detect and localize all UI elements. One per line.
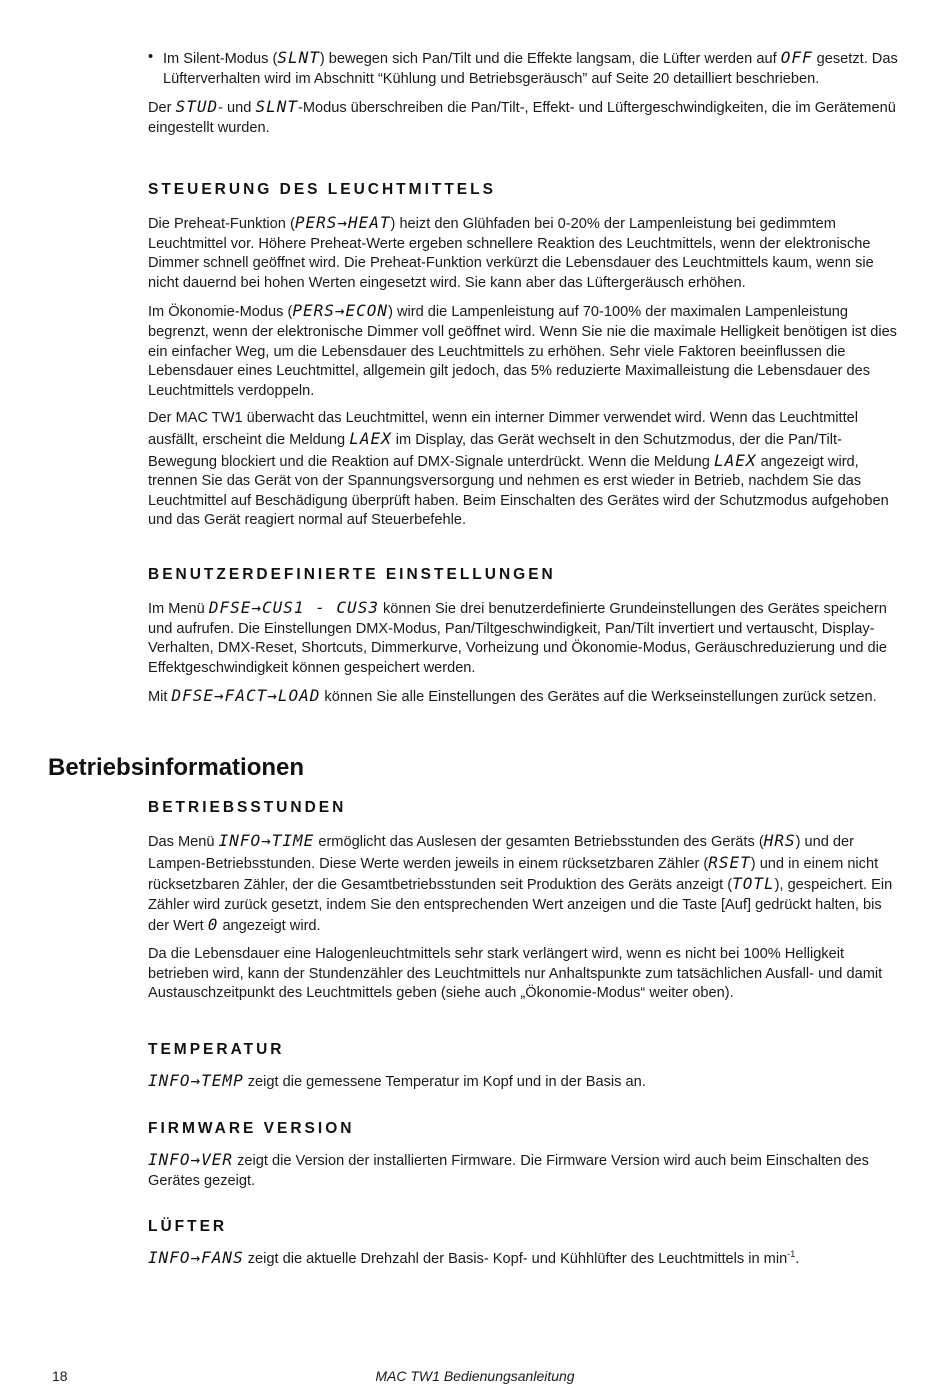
lcd-code: OFF (780, 48, 813, 67)
fans-paragraph: INFO→FANS zeigt die aktuelle Drehzahl der Basis- Kopf- und Kühhlüfter des Leuchtmittels in $\min^{-1}$. (148, 1248, 800, 1267)
lcd-code: INFO→FANS (148, 1248, 244, 1267)
superscript: -1 (787, 1249, 796, 1260)
section-steuerung (148, 181, 900, 539)
heading-temperatur: TEMPERATUR (148, 1041, 285, 1058)
lcd-code: HRS (763, 831, 796, 850)
lcd-code: PERS→ECON (292, 301, 389, 321)
hours-note-paragraph: Da die Lebensdauer eine Halogenleuchtmittels sehr stark verlängert wird, wenn es nicht bei 100% Helligkeit betrieben wird, kann der Stundenzähler des Leuchtmittels nur Anhaltspunkte zum tatsächlichen Ausfall- und damit Austauschzeitpunkt des Leuchtmittels geben (siehe auch „Ökonomie-Modus“ weiter oben). (148, 945, 883, 1002)
mode-override-paragraph: Der STUD- und SLNT-Modus überschreiben die Pan/Tilt-, Effekt- und Lüftergeschwindigkeiten, die im Gerätemenü eingestellt wurden. (148, 97, 896, 136)
lcd-code: PERS→HEAT (294, 213, 391, 232)
section-title-betriebsinformationen: Betriebsinformationen (48, 754, 305, 781)
section-benutzer (148, 566, 900, 716)
heading-benutzer: BENUTZERDEFINIERTE EINSTELLUNGEN (148, 566, 556, 583)
factory-reset-paragraph: Mit DFSE→FACT→LOAD können Sie alle Einstellungen des Gerätes auf die Werkseinstellungen zurück setzen. (148, 686, 877, 706)
section-betriebsstunden (148, 799, 900, 1012)
heading-steuerung: STEUERUNG DES LEUCHTMITTELS (148, 181, 496, 198)
preheat-paragraph: Die Preheat-Funktion (PERS→HEAT) heizt den Glühfaden bei 0-20% der Lampenleistung bei gedimmtem Leuchtmittel vor. Höhere Preheat-Werte ergeben schnellere Reaktion des Leuchtmittels, wenn der elektronische Dimmer schnell geöffnet wird. Die Preheat-Funktion verkürzt die Lebensdauer des Leuchtmittels kaum, wenn sie nicht dauernd bei hohen Werten eingesetzt wird. Sie kann aber das Lüftergeräusch erhöhen. (148, 213, 874, 291)
lcd-code: LAEX (713, 450, 757, 470)
lcd-code: SLNT (255, 97, 298, 117)
intro-block (148, 48, 900, 146)
lcd-code: DFSE→FACT→LOAD (171, 686, 321, 706)
heading-luefter: LÜFTER (148, 1218, 228, 1235)
section-temperatur (148, 1041, 900, 1101)
firmware-paragraph: INFO→VER zeigt die Version der installierten Firmware. Die Firmware Version wird auch beim Einschalten des Gerätes gezeigt. (148, 1150, 869, 1189)
custom-settings-paragraph: Im Menü DFSE→CUS1 - CUS3 können Sie drei benutzerdefinierte Grundeinstellungen des Gerätes speichern und aufrufen. Die Einstellungen DMX-Modus, Pan/Tiltgeschwindigkeit, Pan/Tilt invertiert und vertauscht, Display-Verhalten, DMX-Reset, Shortcuts, Dimmerkurve, Vorheizung und Ökonomie-Modus, Geräuschreduzierung und die Effektgeschwindigkeit können gespeichert werden. (148, 598, 887, 676)
section-firmware (148, 1120, 900, 1199)
section-luefter (148, 1218, 900, 1278)
lcd-code: 0 (207, 915, 219, 935)
lcd-code: INFO→TEMP (148, 1071, 244, 1090)
hours-paragraph: Das Menü INFO→TIME ermöglicht das Auslesen der gesamten Betriebsstunden des Geräts (HRS) und der Lampen-Betriebsstunden. Diese Werte werden jeweils in einem rücksetzbaren Zähler (RSET) und in einem nicht rücksetzbaren Zähler, der die Gesamtbetriebsstunden seit Produktion des Geräts anzeigt (TOTL), gespeichert. Ein Zähler wird zurück gesetzt, indem Sie den entsprechenden Wert anzeigen und die Taste [Auf] gedrückt halten, bis der Wert 0 angezeigt wird. (148, 831, 893, 935)
lcd-code: DFSE→CUS1 - CUS3 (208, 598, 379, 617)
lcd-code: LAEX (349, 428, 392, 448)
silent-mode-bullet: • Im Silent-Modus (SLNT) bewegen sich Pan/Tilt und die Effekte langsam, die Lüfter werden auf OFF gesetzt. Das Lüfterverhalten wird im Abschnitt “Kühlung und Betriebsgeräusch” auf Seite 20 detailliert beschrieben. (148, 48, 900, 89)
temperature-paragraph: INFO→TEMP zeigt die gemessene Temperatur im Kopf und in der Basis an. (148, 1071, 646, 1090)
heading-firmware: FIRMWARE VERSION (148, 1120, 355, 1137)
lamp-monitor-paragraph: Der MAC TW1 überwacht das Leuchtmittel, wenn ein interner Dimmer verwendet wird. Wenn das Leuchtmittel ausfällt, erscheint die Meldung LAEX im Display, das Gerät wechselt in den Schutzmodus, der die Pan/Tilt-Bewegung blockiert und die Reaktion auf DMX-Signale unterdrückt. Wenn die Meldung LAEX angezeigt wird, trennen Sie das Gerät von der Spannungsversorgung und nehmen es erst wieder in Betrieb, nachdem Sie das Leuchtmittel auf Beschädigung überprüft haben. Beim Einschalten des Gerätes wird der Schutzmodus aufgehoben und das Gerät reagiert normal auf Steuerbefehle. (148, 410, 889, 529)
lcd-code: STUD (175, 97, 219, 117)
footer-doc-title: MAC TW1 Bedienungsanleitung (375, 1368, 575, 1384)
heading-betriebsstunden: BETRIEBSSTUNDEN (148, 799, 347, 816)
economy-paragraph: Im Ökonomie-Modus (PERS→ECON) wird die Lampenleistung auf 70-100% der maximalen Lampenleistung begrenzt, wenn der elektronische Dimmer voll geöffnet wird. Wenn Sie nie die maximale Helligkeit benötigen ist dies ein einfacher Weg, um die Lebensdauer des Leuchtmittels zu erhöhen. Sehr viele Faktoren beeinflussen die Lebensdauer eines Leuchtmittel, allgemein gilt jedoch, das 5% reduzierte Maximalleistung die Lebensdauer des Leuchtmittels verdoppeln. (148, 301, 897, 399)
lcd-code: INFO→TIME (218, 831, 315, 850)
lcd-code: SLNT (277, 48, 320, 67)
lcd-code: RSET (708, 852, 751, 872)
page-number: 18 (52, 1368, 68, 1384)
lcd-code: INFO→VER (148, 1150, 234, 1169)
lcd-code: TOTL (732, 874, 775, 894)
